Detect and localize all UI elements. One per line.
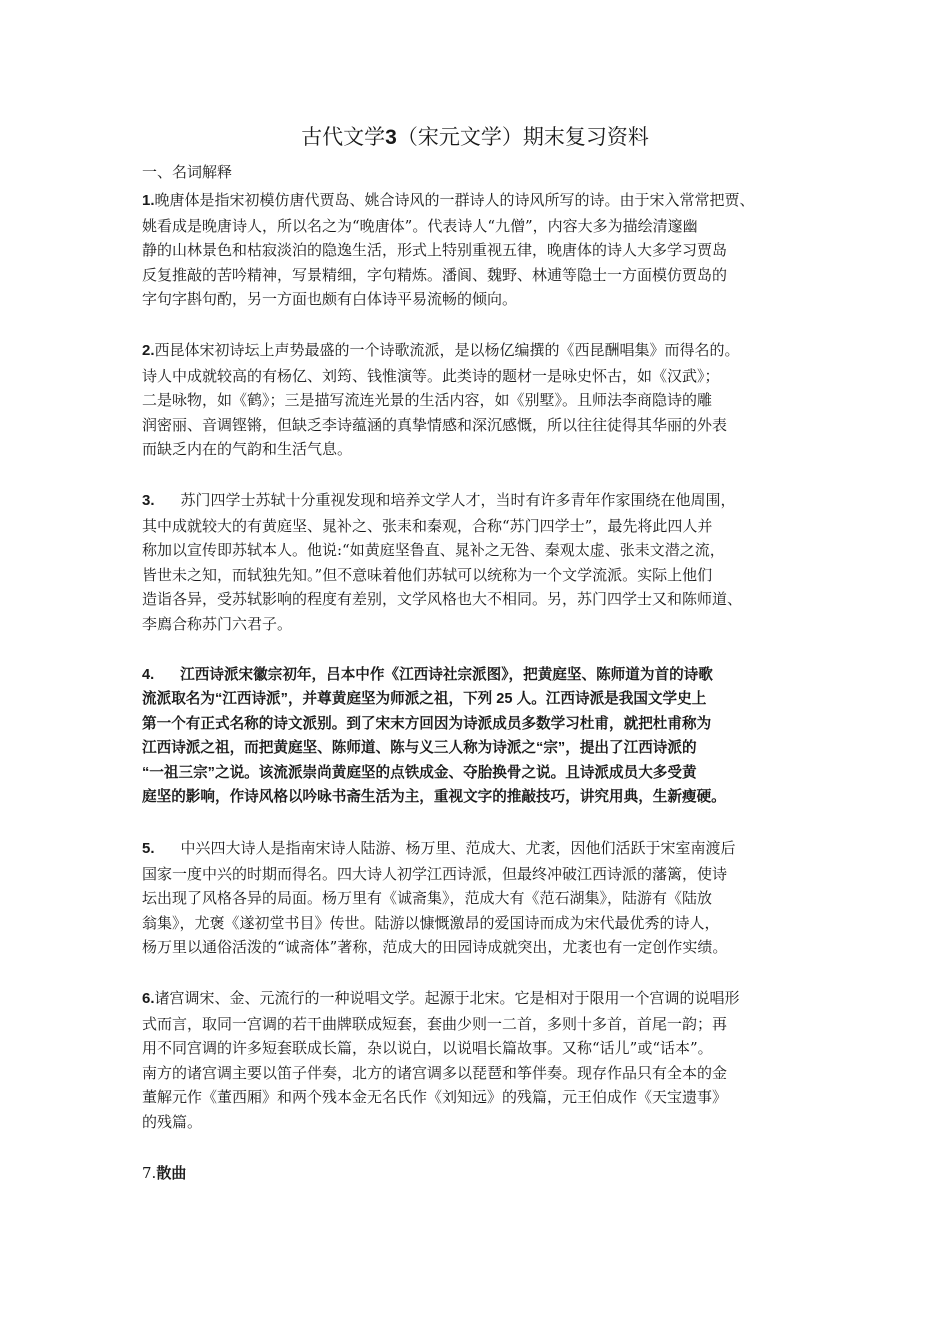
entry-line: 坛出现了风格各异的局面。杨万里有《诚斋集》，范成大有《范石湖集》，陆游有《陆放 (142, 889, 713, 908)
entry-line: 而缺乏内在的气韵和生活气息。 (142, 440, 353, 459)
title-suffix: （宋元文学）期末复习资料 (396, 125, 649, 149)
entry-line: 静的山林景色和枯寂淡泊的隐逸生活，形式上特别重视五律，晚唐体的诗人大多学习贾岛 (142, 241, 728, 260)
entry-line: 3. 苏门四学士苏轼十分重视发现和培养文学人才，当时有许多青年作家围绕在他周围， (142, 490, 736, 509)
entry-line: 江西诗派之祖，而把黄庭坚、陈师道、陈与义三人称为诗派之“宗”，提出了江西诗派的 (142, 740, 697, 757)
entry-number: 2. (142, 341, 155, 359)
entry-line: 称加以宣传即苏轼本人。他说:“如黄庭坚鲁直、晁补之无咎、秦观太虚、张耒文潜之流， (142, 541, 725, 560)
entry-number: 6. (142, 990, 155, 1008)
page-title (0, 122, 950, 153)
entry-number: 4. (142, 666, 155, 683)
entry-line: 润密丽、音调铿锵，但缺乏李诗蕴涵的真挚情感和深沉感慨，所以往往徒得其华丽的外表 (142, 415, 728, 434)
entry-line: 式而言，取同一宫调的若干曲牌联成短套，套曲少则一二首，多则十多首，首尾一韵；再 (142, 1014, 728, 1033)
entry-line: 字句字斟句酌，另一方面也颇有白体诗平易流畅的倾向。 (142, 290, 518, 309)
entry-line: 董解元作《董西厢》和两个残本金无名氏作《刘知远》的残篇，元王伯成作《天宝遗事》 (142, 1088, 728, 1107)
entry-number: 5. (142, 840, 155, 858)
title-prefix: 古代文学 (301, 125, 386, 149)
entry-line: “一祖三宗”之说。该流派崇尚黄庭坚的点铁成金、夺胎换骨之说。且诗派成员大多受黄 (142, 764, 697, 781)
title-number: 3 (385, 126, 397, 149)
entry-line: 6.诸宫调宋、金、元流行的一种说唱文学。起源于北宋。它是相对于限用一个宫调的说唱形 (142, 989, 740, 1008)
entry-line: 南方的诸宫调主要以笛子伴奏，北方的诸宫调多以琵琶和筝伴奏。现存作品只有全本的金 (142, 1063, 728, 1082)
entry-2 (142, 338, 837, 462)
entry-5 (142, 836, 837, 960)
entry-line: 1.晚唐体是指宋初模仿唐代贾岛、姚合诗风的一群诗人的诗风所写的诗。由于宋入常常把贾、 (142, 191, 755, 209)
entry-line: 姚看成是晚唐诗人，所以名之为“晚唐体”。代表诗人“九僧”，内容大多为描绘清邃幽 (142, 216, 698, 235)
entry-line: 国家一度中兴的时期而得名。四大诗人初学江西诗派，但最终冲破江西诗派的藩篱，使诗 (142, 864, 728, 883)
entry-title: 散曲 (156, 1164, 187, 1182)
entry-line: 造诣各异，受苏轼影响的程度有差别，文学风格也大不相同。另，苏门四学士又和陈师道、 (142, 590, 743, 609)
entry-line: 第一个有正式名称的诗文派别。到了宋末方回因为诗派成员多数学习杜甫，就把杜甫称为 (142, 715, 712, 732)
entry-4 (142, 663, 837, 811)
entry-paragraph (142, 986, 837, 1135)
entry-7-heading (142, 1161, 837, 1186)
entry-line: 用不同宫调的许多短套联成长篇，杂以说白，以说唱长篇故事。又称“话儿”或“话本”。 (142, 1039, 713, 1058)
entry-line: 的残篇。 (142, 1113, 203, 1131)
entry-1 (142, 188, 837, 312)
entry-paragraph (142, 836, 837, 960)
entry-paragraph (142, 488, 837, 637)
entry-6 (142, 986, 837, 1135)
document-body (142, 160, 837, 1186)
section-heading: 一、名词解释 (142, 163, 233, 181)
entry-line: 皆世未之知，而轼独先知。”但不意味着他们苏轼可以统称为一个文学流派。实际上他们 (142, 565, 713, 584)
entry-line: 二是咏物，如《鹤》；三是描写流连光景的生活内容，如《别墅》。且师法李商隐诗的雕 (142, 391, 713, 410)
entry-line: 2.西昆体宋初诗坛上声势最盛的一个诗歌流派，是以杨亿编撰的《西昆酬唱集》而得名的。 (142, 340, 740, 359)
entry-number: 1. (142, 192, 155, 209)
entry-line: 翁集》，尤褒《遂初堂书目》传世。陆游以慷慨激昂的爱国诗而成为宋代最优秀的诗人， (142, 913, 720, 932)
entry-line: 庭坚的影响，作诗风格以吟咏书斋生活为主，重视文字的推敲技巧，讲究用典，生新瘦硬。 (142, 789, 726, 806)
entry-paragraph (142, 663, 837, 811)
entry-line: 其中成就较大的有黄庭坚、晁补之、张耒和秦观，合称“苏门四学士”，最先将此四人并 (142, 516, 713, 535)
entry-line: 诗人中成就较高的有杨亿、刘筠、钱惟演等。此类诗的题材一是咏史怀古，如《汉武》； (142, 366, 720, 385)
entry-paragraph (142, 188, 837, 312)
entry-line: 杨万里以通俗活泼的“诚斋体”著称，范成大的田园诗成就突出，尤袤也有一定创作实绩。 (142, 938, 728, 957)
entry-number: 7. (142, 1163, 157, 1182)
entry-line: 4. 江西诗派宋徽宗初年，吕本中作《江西诗社宗派图》，把黄庭坚、陈师道为首的诗歌 (142, 666, 713, 683)
entry-line: 流派取名为“江西诗派”，并尊黄庭坚为师派之祖，下列 25 人。江西诗派是我国文学史上 (142, 691, 707, 708)
entry-line: 5. 中兴四大诗人是指南宋诗人陆游、杨万里、范成大、尤袤，因他们活跃于宋室南渡后 (142, 839, 736, 858)
entry-3 (142, 488, 837, 637)
entry-number: 3. (142, 491, 155, 509)
entry-line: 李廌合称苏门六君子。 (142, 614, 293, 633)
entry-paragraph (142, 338, 837, 462)
entry-line: 反复推敲的苦吟精神，写景精细，字句精炼。潘阆、魏野、林逋等隐士一方面模仿贾岛的 (142, 265, 728, 284)
